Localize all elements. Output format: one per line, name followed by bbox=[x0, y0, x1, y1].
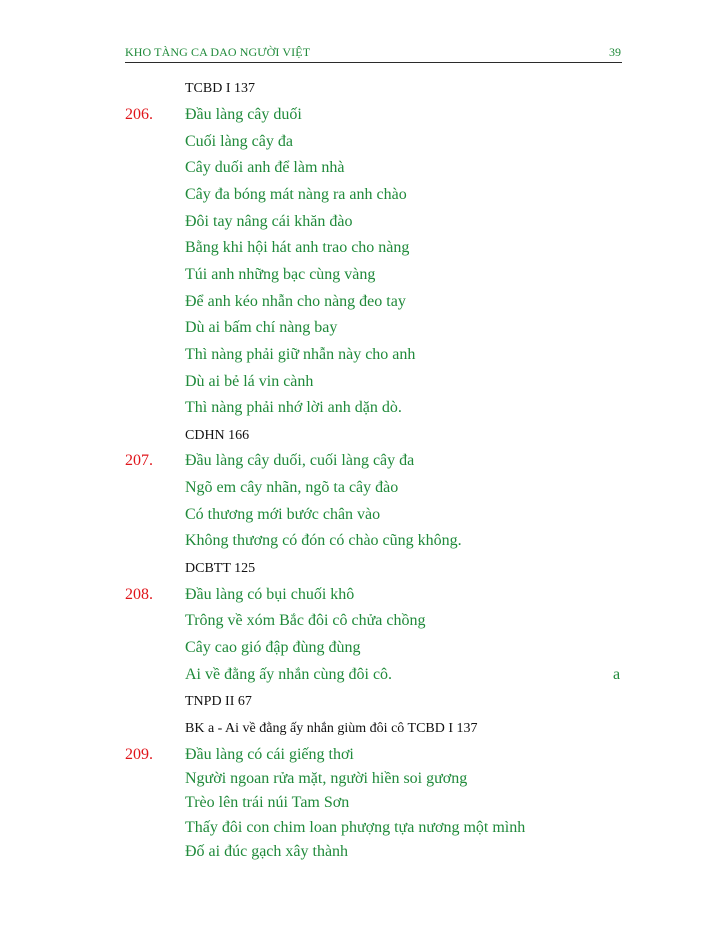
verse-line: Thì nàng phải nhớ lời anh dặn dò. bbox=[185, 399, 402, 416]
verse-line: Đôi tay nâng cái khăn đào bbox=[185, 213, 353, 230]
page-number: 39 bbox=[609, 45, 621, 59]
source-ref: TCBD I 137 bbox=[185, 81, 255, 96]
source-ref: CDHN 166 bbox=[185, 428, 250, 443]
page-header bbox=[125, 43, 622, 63]
verse-line: Ai về đằng ấy nhắn cùng đôi cô. bbox=[185, 666, 393, 683]
verse-line: Đố ai đúc gạch xây thành bbox=[185, 843, 349, 860]
verse-line: Bằng khi hội hát anh trao cho nàng bbox=[185, 239, 410, 256]
variant-marker: a bbox=[613, 666, 621, 683]
verse-line: Cây cao gió đập đùng đùng bbox=[185, 639, 361, 656]
verse-number-209: 209. bbox=[125, 746, 153, 763]
verse-line: Không thương có đón có chào cũng không. bbox=[185, 532, 462, 549]
verse-number-206: 206. bbox=[125, 106, 153, 123]
verse-line: Người ngoan rửa mặt, người hiền soi gương bbox=[185, 770, 468, 787]
verse-line: Trông về xóm Bắc đôi cô chửa chồng bbox=[185, 612, 426, 629]
book-title: KHO TÀNG CA DAO NGƯỜI VIỆT bbox=[125, 45, 311, 59]
verse-line: Cuối làng cây đa bbox=[185, 133, 293, 150]
verse-number-208: 208. bbox=[125, 586, 153, 603]
variant-note: BK a - Ai về đằng ấy nhắn giùm đôi cô TCBD I 137 bbox=[185, 721, 478, 736]
verse-line: Đầu làng có bụi chuối khô bbox=[185, 586, 355, 603]
source-ref: DCBTT 125 bbox=[185, 561, 256, 576]
verse-line: Trèo lên trái núi Tam Sơn bbox=[185, 794, 350, 811]
verse-line: Thấy đôi con chim loan phượng tựa nương một mình bbox=[185, 819, 526, 836]
verse-line: Đầu làng có cái giếng thơi bbox=[185, 746, 354, 763]
source-ref: TNPD II 67 bbox=[185, 694, 252, 709]
verse-line: Ngõ em cây nhãn, ngõ ta cây đào bbox=[185, 479, 399, 496]
verse-line: Túi anh những bạc cùng vàng bbox=[185, 266, 376, 283]
verse-line: Dù ai bấm chí nàng bay bbox=[185, 319, 338, 336]
verse-line: Để anh kéo nhẫn cho nàng đeo tay bbox=[185, 293, 406, 310]
verse-line: Cây đa bóng mát nàng ra anh chào bbox=[185, 186, 407, 203]
verse-line: Đầu làng cây duối, cuối làng cây đa bbox=[185, 452, 415, 469]
verse-line: Có thương mới bước chân vào bbox=[185, 506, 381, 523]
verse-line: Đầu làng cây duối bbox=[185, 106, 302, 123]
verse-number-207: 207. bbox=[125, 452, 153, 469]
verse-line: Thì nàng phải giữ nhẫn này cho anh bbox=[185, 346, 416, 363]
verse-line: Cây duối anh để làm nhà bbox=[185, 159, 345, 176]
verse-line: Dù ai bẻ lá vin cành bbox=[185, 373, 314, 390]
